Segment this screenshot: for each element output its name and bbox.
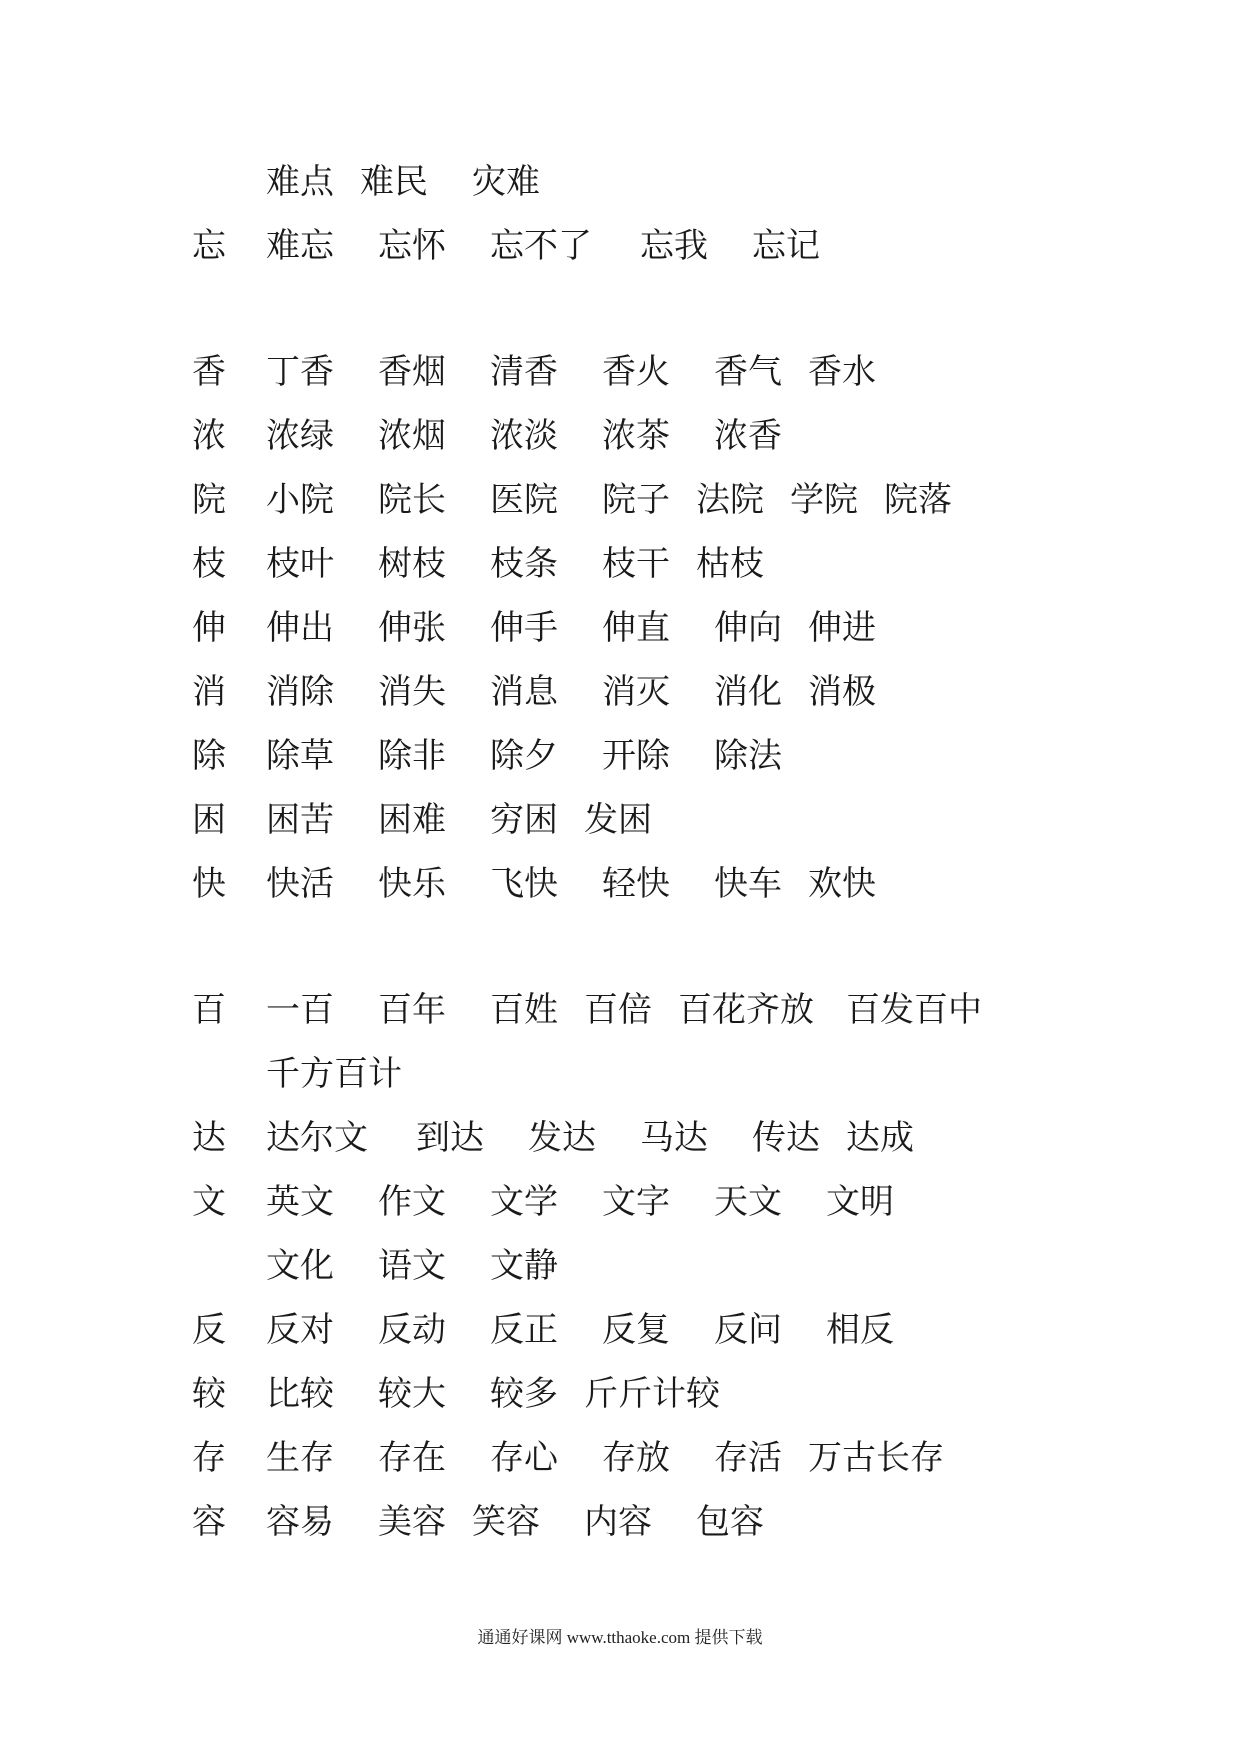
vocab-row [0, 1364, 1240, 1424]
vocab-word: 穷困 [490, 800, 558, 840]
vocab-word: 斤斤计较 [584, 1374, 720, 1414]
vocab-word: 香烟 [378, 352, 446, 392]
vocab-word: 消化 [714, 672, 782, 712]
vocab-row [0, 1108, 1240, 1168]
vocab-word: 笑容 [472, 1502, 540, 1542]
vocab-word: 较大 [378, 1374, 446, 1414]
vocab-row [0, 470, 1240, 530]
vocab-word: 院落 [884, 480, 952, 520]
vocab-word: 快乐 [378, 864, 446, 904]
vocab-row [0, 854, 1240, 914]
vocab-word: 百倍 [584, 990, 652, 1030]
vocab-word: 一百 [266, 990, 334, 1030]
vocab-word: 浓香 [714, 416, 782, 456]
head-character: 较 [192, 1374, 226, 1414]
vocab-word: 反复 [602, 1310, 670, 1350]
vocab-word: 小院 [266, 480, 334, 520]
head-character: 百 [192, 990, 226, 1030]
vocab-word: 浓绿 [266, 416, 334, 456]
vocab-word: 轻快 [602, 864, 670, 904]
head-character: 伸 [192, 608, 226, 648]
vocab-word: 除法 [714, 736, 782, 776]
vocab-word: 文化 [266, 1246, 334, 1286]
vocab-word: 消灭 [602, 672, 670, 712]
vocab-word: 到达 [416, 1118, 484, 1158]
vocab-word: 消失 [378, 672, 446, 712]
vocab-word: 消极 [808, 672, 876, 712]
vocab-word: 除夕 [490, 736, 558, 776]
vocab-row [0, 534, 1240, 594]
vocab-row [0, 152, 1240, 212]
vocab-word: 忘我 [640, 226, 708, 266]
vocab-row [0, 1172, 1240, 1232]
vocab-word: 发困 [584, 800, 652, 840]
vocab-word: 存心 [490, 1438, 558, 1478]
vocab-row [0, 1236, 1240, 1296]
vocab-word: 除草 [266, 736, 334, 776]
head-character: 香 [192, 352, 226, 392]
vocab-word: 美容 [378, 1502, 446, 1542]
vocab-word: 困苦 [266, 800, 334, 840]
vocab-word: 难民 [360, 162, 428, 202]
vocab-word: 难忘 [266, 226, 334, 266]
vocab-row [0, 790, 1240, 850]
vocab-row [0, 726, 1240, 786]
vocab-word: 枝条 [490, 544, 558, 584]
vocab-word: 忘怀 [378, 226, 446, 266]
head-character: 枝 [192, 544, 226, 584]
vocab-word: 开除 [602, 736, 670, 776]
vocab-word: 枝干 [602, 544, 670, 584]
vocab-word: 语文 [378, 1246, 446, 1286]
vocab-word: 除非 [378, 736, 446, 776]
vocab-word: 存活 [714, 1438, 782, 1478]
vocab-word: 百发百中 [846, 990, 982, 1030]
vocab-word: 清香 [490, 352, 558, 392]
vocab-word: 院子 [602, 480, 670, 520]
vocab-row [0, 342, 1240, 402]
vocab-word: 发达 [528, 1118, 596, 1158]
vocab-word: 伸张 [378, 608, 446, 648]
vocab-row [0, 1300, 1240, 1360]
head-character: 文 [192, 1182, 226, 1222]
vocab-word: 传达 [752, 1118, 820, 1158]
vocab-word: 比较 [266, 1374, 334, 1414]
vocab-word: 忘不了 [490, 226, 592, 266]
vocab-row [0, 662, 1240, 722]
vocab-word: 灾难 [472, 162, 540, 202]
head-character: 院 [192, 480, 226, 520]
vocab-word: 万古长存 [808, 1438, 944, 1478]
vocab-word: 医院 [490, 480, 558, 520]
vocab-word: 达成 [846, 1118, 914, 1158]
page-footer [0, 1626, 1240, 1650]
head-character: 浓 [192, 416, 226, 456]
vocab-word: 生存 [266, 1438, 334, 1478]
head-character: 消 [192, 672, 226, 712]
head-character: 容 [192, 1502, 226, 1542]
vocab-word: 文明 [826, 1182, 894, 1222]
vocab-word: 难点 [266, 162, 334, 202]
vocab-word: 文学 [490, 1182, 558, 1222]
vocab-row [0, 216, 1240, 276]
vocab-word: 快车 [714, 864, 782, 904]
vocab-word: 浓烟 [378, 416, 446, 456]
vocab-word: 马达 [640, 1118, 708, 1158]
head-character: 反 [192, 1310, 226, 1350]
vocab-word: 包容 [696, 1502, 764, 1542]
vocab-word: 百年 [378, 990, 446, 1030]
head-character: 达 [192, 1118, 226, 1158]
vocab-word: 存在 [378, 1438, 446, 1478]
vocab-word: 文字 [602, 1182, 670, 1222]
vocab-word: 飞快 [490, 864, 558, 904]
head-character: 存 [192, 1438, 226, 1478]
vocab-word: 忘记 [752, 226, 820, 266]
vocab-word: 相反 [826, 1310, 894, 1350]
vocab-word: 浓茶 [602, 416, 670, 456]
vocab-word: 作文 [378, 1182, 446, 1222]
vocab-word: 伸出 [266, 608, 334, 648]
vocab-word: 伸进 [808, 608, 876, 648]
vocab-word: 枝叶 [266, 544, 334, 584]
vocab-word: 反对 [266, 1310, 334, 1350]
vocab-word: 较多 [490, 1374, 558, 1414]
footer-text: 通通好课网 www.tthaoke.com 提供下载 [477, 1628, 763, 1647]
vocab-word: 反正 [490, 1310, 558, 1350]
vocab-word: 丁香 [266, 352, 334, 392]
vocab-word: 树枝 [378, 544, 446, 584]
vocab-word: 院长 [378, 480, 446, 520]
vocab-word: 文静 [490, 1246, 558, 1286]
vocab-row [0, 406, 1240, 466]
vocab-row [0, 1492, 1240, 1552]
vocab-word: 欢快 [808, 864, 876, 904]
vocab-word: 伸向 [714, 608, 782, 648]
vocab-word: 反动 [378, 1310, 446, 1350]
vocab-word: 达尔文 [266, 1118, 368, 1158]
vocab-word: 学院 [790, 480, 858, 520]
vocab-word: 天文 [714, 1182, 782, 1222]
vocab-word: 快活 [266, 864, 334, 904]
vocab-word: 百姓 [490, 990, 558, 1030]
vocab-word: 内容 [584, 1502, 652, 1542]
vocab-word: 法院 [696, 480, 764, 520]
vocab-word: 容易 [266, 1502, 334, 1542]
vocab-row [0, 1428, 1240, 1488]
vocab-word: 伸手 [490, 608, 558, 648]
vocab-word: 伸直 [602, 608, 670, 648]
vocab-word: 香水 [808, 352, 876, 392]
vocab-row [0, 1044, 1240, 1104]
vocab-word: 反问 [714, 1310, 782, 1350]
vocab-word: 存放 [602, 1438, 670, 1478]
vocab-row [0, 980, 1240, 1040]
vocab-word: 英文 [266, 1182, 334, 1222]
vocab-word: 消除 [266, 672, 334, 712]
vocab-word: 千方百计 [266, 1054, 402, 1094]
vocab-word: 香气 [714, 352, 782, 392]
head-character: 忘 [192, 226, 226, 266]
head-character: 困 [192, 800, 226, 840]
vocab-word: 困难 [378, 800, 446, 840]
vocab-word: 消息 [490, 672, 558, 712]
vocab-row [0, 598, 1240, 658]
vocab-word: 浓淡 [490, 416, 558, 456]
vocab-word: 百花齐放 [678, 990, 814, 1030]
vocab-word: 香火 [602, 352, 670, 392]
head-character: 快 [192, 864, 226, 904]
head-character: 除 [192, 736, 226, 776]
vocab-word: 枯枝 [696, 544, 764, 584]
